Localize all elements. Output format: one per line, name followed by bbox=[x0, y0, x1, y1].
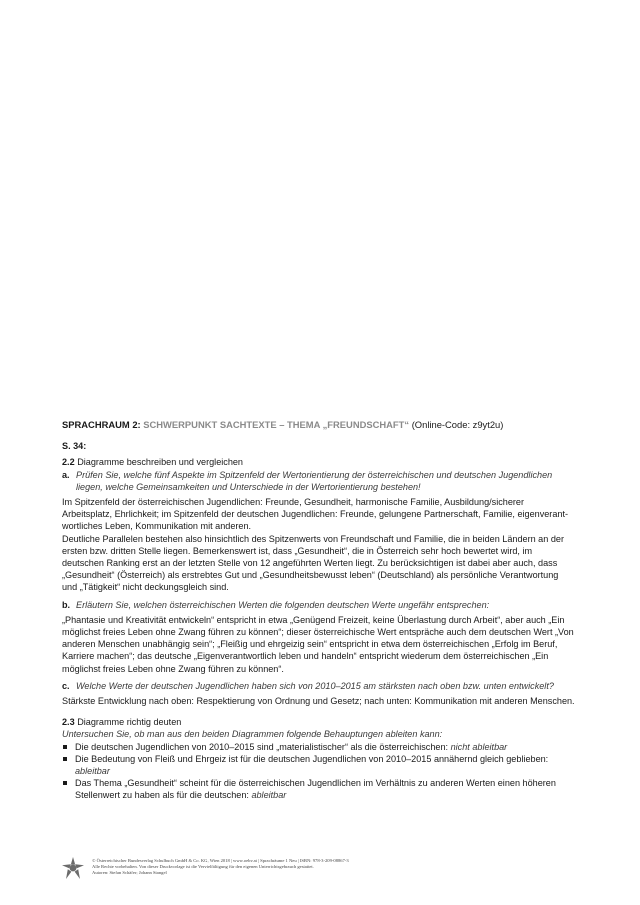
task-a bbox=[62, 469, 576, 493]
answer-paragraph: Im Spitzenfeld der österreichischen Jugendlichen: Freunde, Gesundheit, harmonische Familie, Ausbildung/sicherer Arbeitsplatz, Ehrlichkeit; im Spitzenfeld der deutschen Jugendlichen: Freunde, gelungene Partnerschaft, Familie, eigenverantwortliches Leben, Kommunikation mit anderen. bbox=[62, 497, 568, 532]
bullet-icon bbox=[62, 753, 75, 777]
section-instruction: Untersuchen Sie, ob man aus den beiden Diagrammen folgende Behauptungen ableiten kann: bbox=[62, 729, 443, 740]
copyright-text bbox=[92, 858, 349, 877]
claim-verdict: ableitbar bbox=[251, 790, 287, 801]
task-letter: b. bbox=[62, 599, 71, 610]
chapter-header bbox=[62, 419, 576, 431]
task-text: Welche Werte der deutschen Jugendlichen haben sich von 2010–2015 am stärksten nach oben bzw. unten entwickelt? bbox=[76, 680, 554, 691]
task-text: Erläutern Sie, welchen österreichischen Werten die folgenden deutschen Werte ungefähr entsprechen: bbox=[76, 599, 490, 610]
answer-paragraph: „Phantasie und Kreativität entwickeln“ entspricht in etwa „Genügend Freizeit, keine Überlastung durch Arbeit“, aber auch „Ein möglichst freies Leben ohne Zwang führen zu können“; dieser österreichische Wert entspräche auch dem deutschen Wert „Von anderen Menschen unabhängig sein“; „Fleißig und ehrgeizig sein“ entspricht in etwa dem österreichischen „Erfolg im Beruf, Karriere machen“; das deutsche „Eigenverantwortlich leben und handeln“ entspricht wiederum dem österreichischen „Ein möglichst freies Leben ohne Zwang führen zu können“. bbox=[62, 614, 574, 674]
task-letter: a. bbox=[62, 469, 70, 480]
section-heading bbox=[62, 456, 576, 468]
list-item bbox=[62, 741, 576, 753]
claim-verdict: ableitbar bbox=[75, 766, 110, 777]
answer-c bbox=[62, 695, 576, 707]
answer-a bbox=[62, 496, 576, 594]
answer-paragraph: Stärkste Entwicklung nach oben: Respektierung von Ordnung und Gesetz; nach unten: Kommunikation mit anderen Menschen. bbox=[62, 696, 575, 707]
footer-line: Alle Rechte vorbehalten. Von dieser Druckvorlage ist die Vervielfältigung für den eigenen Unterrichtsgebrauch gestattet. bbox=[92, 864, 314, 870]
answer-b bbox=[62, 614, 576, 675]
task-c bbox=[62, 680, 576, 692]
claims-list bbox=[62, 741, 576, 802]
section-title: Diagramme richtig deuten bbox=[77, 717, 182, 728]
bullet-icon bbox=[62, 777, 75, 801]
section-heading bbox=[62, 716, 576, 728]
list-item bbox=[62, 753, 576, 777]
section-number: 2.3 bbox=[62, 717, 75, 728]
list-item bbox=[62, 777, 576, 801]
footer-line: © Österreichischer Bundesverlag Schulbuch GmbH & Co. KG, Wien 2018 | www.oebv.at | Sprachräume 1 Neu | ISBN: 978-3-209-08867-3 bbox=[92, 858, 349, 863]
worksheet-content bbox=[62, 419, 576, 802]
claim-text: Die deutschen Jugendlichen von 2010–2015 sind „materialistischer“ als die österreichischen: bbox=[75, 741, 449, 752]
chapter-prefix: SPRACHRAUM 2: bbox=[62, 419, 141, 430]
chapter-title: SCHWERPUNKT SACHTEXTE – THEMA „FREUNDSCHAFT“ bbox=[143, 419, 410, 430]
bullet-icon bbox=[62, 741, 75, 753]
section-number: 2.2 bbox=[62, 457, 75, 468]
claim-text: Das Thema „Gesundheit“ scheint für die österreichischen Jugendlichen im Verhältnis zu anderen Werten einen höheren Stellenwert zu haben als für die deutschen: bbox=[75, 778, 556, 801]
task-letter: c. bbox=[62, 680, 70, 691]
page-footer bbox=[62, 853, 582, 883]
page-reference: S. 34: bbox=[62, 441, 87, 452]
answer-paragraph: Deutliche Parallelen bestehen also hinsichtlich des Spitzenwerts von Freundschaft und Familie, die in beiden Ländern an der ersten bzw. dritten Stelle liegen. Bemerkenswert ist, dass „Gesundheit“, die in Österreich sehr hoch bewertet wird, im deutschen Ranking erst an der letzten Stelle von 12 angeführten Werten liegt. Zu berücksichtigen ist dabei aber auch, dass „Gesundheit“ (Österreich) als erstrebtes Gut und „Gesundheitsbewusst leben“ (Deutschland) als persönliche Verantwortung und „Tätigkeit“ nicht deckungsgleich sind. bbox=[62, 533, 564, 593]
footer-line: Autoren: Stefan Schäfer; Johann Stangel bbox=[92, 870, 167, 876]
online-code: (Online-Code: z9yt2u) bbox=[411, 419, 504, 430]
claim-verdict: nicht ableitbar bbox=[450, 741, 508, 752]
section-title: Diagramme beschreiben und vergleichen bbox=[77, 457, 243, 468]
claim-text: Die Bedeutung von Fleiß und Ehrgeiz ist für die deutschen Jugendlichen von 2010–2015 annähernd gleich geblieben: bbox=[75, 753, 549, 764]
task-b bbox=[62, 599, 576, 611]
oebv-star-logo-icon bbox=[62, 857, 84, 879]
task-text: Prüfen Sie, welche fünf Aspekte im Spitzenfeld der Wertorientierung der österreichischen und deutschen Jugendlichen liegen, welche Gemeinsamkeiten und Unterschiede in der Wertorientierung bestehen! bbox=[76, 469, 553, 492]
